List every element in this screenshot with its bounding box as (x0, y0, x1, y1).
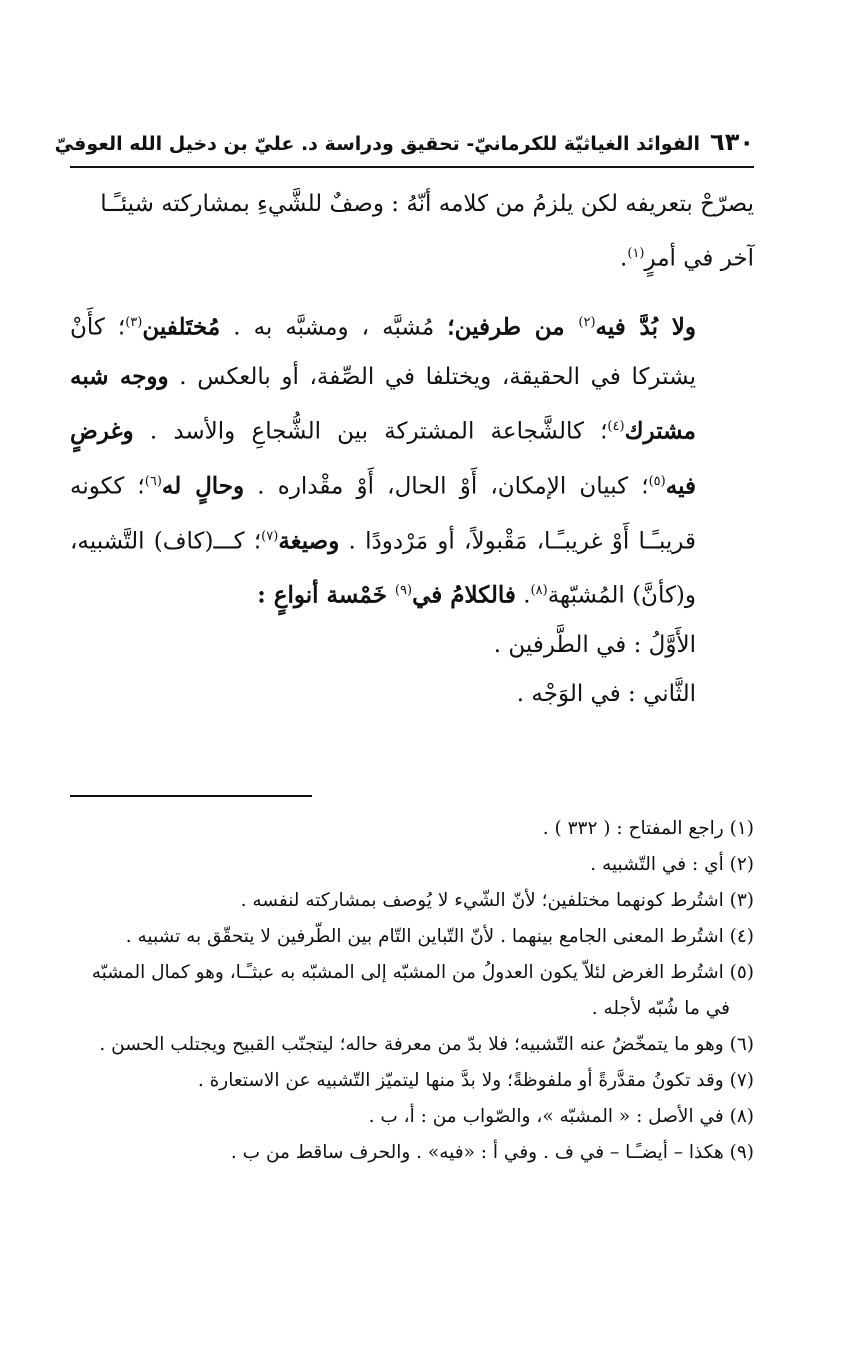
paragraph-2 (70, 298, 754, 621)
text-run: ؛ كـــ(كاف) التَّشبيه، و(كأنَّ) المُشبّهة (70, 528, 696, 609)
footnote: (٧) وقد تكونُ مقدَّرةً أو ملفوظةً؛ ولا بدَّ منها ليتميّز التّشبيه عن الاستعارة . (197, 1069, 754, 1091)
bold-term: من طرفين؛ (447, 313, 579, 341)
footnotes (70, 811, 754, 1171)
bold-term: خَمْسة أنواعٍ : (257, 581, 395, 609)
bold-term: ووجه شبه مشترك (70, 363, 696, 445)
text-run: ؛ كبيان الإمكان، أَوْ الحال، أَوْ مقْداره . (244, 473, 649, 500)
footnote: (٤) اشتُرط المعنى الجامع بينهما . لأنّ التّباين التّام بين الطّرفين لا يتحقّق به تشبيه . (125, 925, 754, 947)
footnote: (٣) اشتُرط كونهما مختلفين؛ لأنّ الشّيء لا يُوصف بمشاركته لنفسه . (240, 889, 754, 911)
text-run: ؛ ككونه قريبـًـا أَوْ غريبـًـا، مَقْبولاً، أو مَرْدودًا . (70, 473, 696, 555)
footnote-ref: (٨) (530, 583, 548, 599)
footnote: (٥) اشتُرط الغرض لئلاّ يكون العدولُ من المشبّه إلى المشبّه به عبثـًـا، وهو كمال المشبّه (91, 961, 754, 983)
text-line: آخر في أمرٍ (644, 245, 754, 272)
footnote-ref: (٧) (261, 528, 279, 544)
running-header (54, 128, 754, 168)
footnote-ref: (٣) (125, 314, 143, 330)
footnote: (٩) هكذا – أيضـًـا – في ف . وفي أ : «فيه» . والحرف ساقط من ب . (230, 1141, 754, 1163)
text-run: مُشبَّه ، ومشبَّه به . (220, 314, 448, 341)
bold-term: وغرضٍ فيه (70, 417, 697, 500)
page-number: ٦٣٠ (710, 128, 754, 156)
footnote-ref: (٤) (607, 419, 625, 435)
footnote-continuation: في ما شُبّه لأجله . (591, 997, 730, 1019)
footnote: (٢) أي : في التّشبيه . (590, 853, 754, 875)
bold-term: مُختَلفين (142, 313, 221, 341)
list-item: الأَوَّلُ : في الطَّرفين . (493, 631, 696, 658)
running-title: الفوائد الغياثيّة للكرمانيّ- تحقيق ودراسة د. عليّ بن دخيل الله العوفيّ (54, 133, 701, 155)
book-page (54, 128, 754, 1171)
footnote: (٨) في الأصل : « المشبّه »، والصّواب من : أ، ب . (368, 1105, 754, 1127)
footnote-divider (70, 795, 312, 797)
footnote: (٦) وهو ما يتمخّضُ عنه التّشبيه؛ فلا بدّ من معرفة حاله؛ ليتجنّب القبيح ويجتلب الحسن . (99, 1033, 754, 1055)
text-run: . (515, 582, 531, 609)
text-run: ؛ كالشَّجاعة المشتركة بين الشُّجاعِ والأسد . (133, 418, 608, 445)
footnote: (١) راجع المفتاح : ( ٣٣٢ ) . (542, 817, 754, 839)
list-item: الثَّاني : في الوَجْه . (516, 680, 696, 707)
main-text (70, 180, 754, 719)
bold-term: وحالٍ له (161, 472, 245, 500)
bold-term: فالكلامُ في (412, 581, 516, 609)
paragraph-1 (70, 180, 754, 284)
footnote-ref: (٢) (578, 314, 596, 330)
footnote-ref: (١) (627, 246, 645, 261)
bold-term: وصيغة (278, 527, 340, 555)
text-line: . (620, 245, 628, 272)
footnote-ref: (٩) (394, 583, 413, 599)
footnote-ref: (٥) (648, 473, 666, 489)
text-run: ؛ كأَنْ يشتركا في الحقيقة، ويختلفا في الصِّفة، أو بالعكس . (70, 314, 696, 391)
bold-term: ولا بُدَّ فيه (595, 313, 696, 341)
footnote-ref: (٦) (144, 473, 162, 489)
text-line: يصرّحْ بتعريفه لكن يلزمُ من كلامه أنّهُ : وصفٌ للشَّيءِ بمشاركته شيئـًـا (100, 191, 754, 217)
